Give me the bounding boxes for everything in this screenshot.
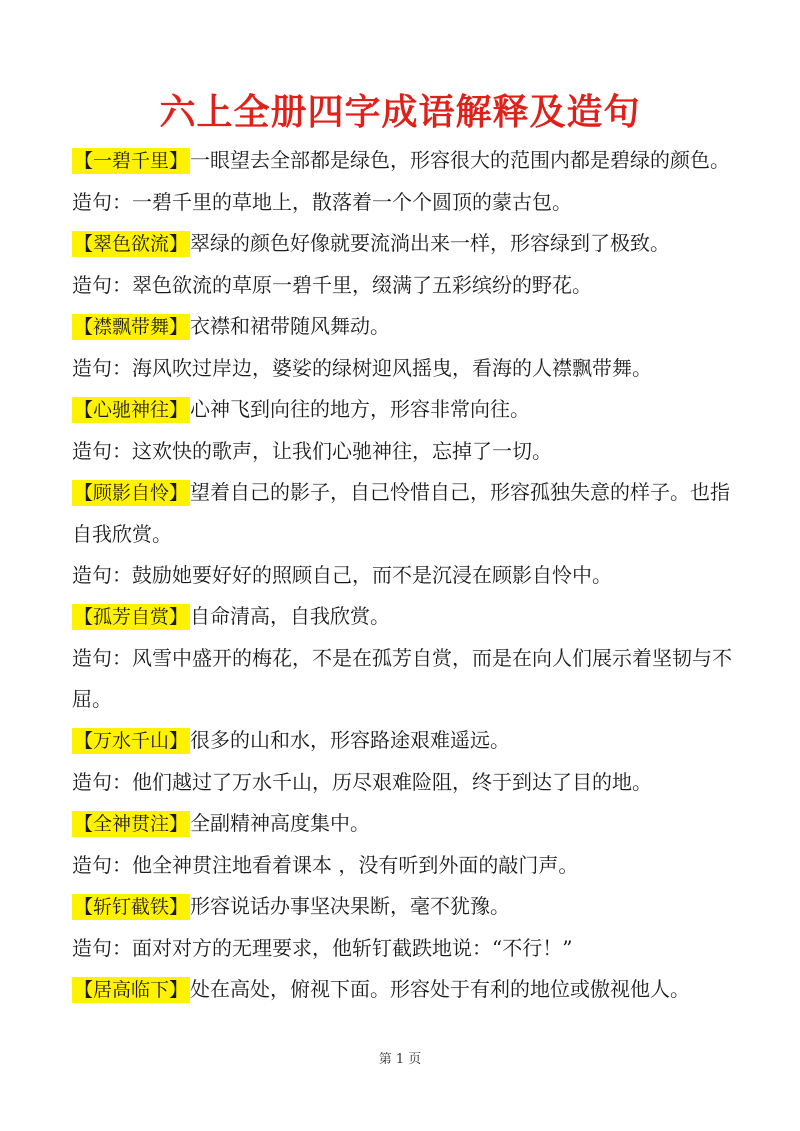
idiom-term: 【孤芳自赏】: [74, 606, 189, 628]
idiom-term: 【顾影自怜】: [74, 482, 189, 504]
idiom-term: 【襟飘带舞】: [74, 316, 189, 338]
definition-text: 衣襟和裙带随风舞动。: [190, 314, 391, 338]
definition-text: 自命清高，自我欣赏。: [190, 604, 391, 628]
definition-text: 心神飞到向往的地方，形容非常向往。: [190, 397, 531, 421]
idiom-definition: [72, 306, 742, 348]
example-sentence: 造句：风雪中盛开的梅花，不是在孤芳自赏，而是在向人们展示着坚韧与不屈。: [72, 646, 732, 711]
idiom-definition: [72, 969, 742, 1011]
example-sentence: 造句：面对对方的无理要求，他斩钉截跌地说：“不行！”: [72, 936, 573, 960]
example-sentence: 造句：他全神贯注地看着课本 ，没有听到外面的敲门声。: [72, 853, 579, 877]
idiom-term: 【居高临下】: [74, 979, 189, 1001]
idiom-term: 【斩钉截铁】: [74, 896, 189, 918]
definition-text: 形容说话办事坚决果断，毫不犹豫。: [190, 894, 511, 918]
page-title: 六上全册四字成语解释及造句: [159, 92, 641, 133]
idiom-definition: [72, 389, 742, 431]
idiom-term: 【翠色欲流】: [74, 233, 189, 255]
idiom-list: [72, 140, 742, 1011]
definition-text: 很多的山和水，形容路途艰难遥远。: [190, 728, 511, 752]
example-sentence: 造句：翠色欲流的草原一碧千里，缀满了五彩缤纷的野花。: [72, 273, 592, 297]
example-sentence: 造句：海风吹过岸边，婆娑的绿树迎风摇曳，看海的人襟飘带舞。: [72, 356, 652, 380]
idiom-definition: [72, 223, 742, 265]
definition-text: 望着自己的影子，自己怜惜自己，形容孤独失意的样子。也指自我欣赏。: [72, 480, 731, 546]
example-sentence: 造句：他们越过了万水千山，历尽艰难险阻，终于到达了目的地。: [72, 770, 652, 794]
idiom-definition: [72, 596, 742, 638]
idiom-definition: [72, 140, 742, 182]
definition-text: 全副精神高度集中。: [190, 811, 371, 835]
definition-text: 处在高处，俯视下面。形容处于有利的地位或傲视他人。: [190, 977, 691, 1001]
idiom-term: 【万水千山】: [74, 730, 189, 752]
idiom-definition: [72, 720, 742, 762]
example-sentence: 造句：鼓励她要好好的照顾自己，而不是沉浸在顾影自怜中。: [72, 563, 612, 587]
page-number: 第 1 页: [378, 1052, 422, 1067]
example-sentence: 造句：一碧千里的草地上，散落着一个个圆顶的蒙古包。: [72, 190, 572, 214]
idiom-definition: [72, 803, 742, 845]
example-sentence: 造句：这欢快的歌声，让我们心驰神往，忘掉了一切。: [72, 439, 552, 463]
idiom-term: 【一碧千里】: [74, 150, 189, 172]
definition-text: 一眼望去全部都是绿色，形容很大的范围内都是碧绿的颜色。: [190, 148, 731, 172]
idiom-term: 【心驰神往】: [74, 399, 189, 421]
idiom-term: 【全神贯注】: [74, 813, 189, 835]
idiom-definition: [72, 886, 742, 928]
idiom-definition: [72, 472, 742, 555]
definition-text: 翠绿的颜色好像就要流淌出来一样，形容绿到了极致。: [190, 231, 671, 255]
